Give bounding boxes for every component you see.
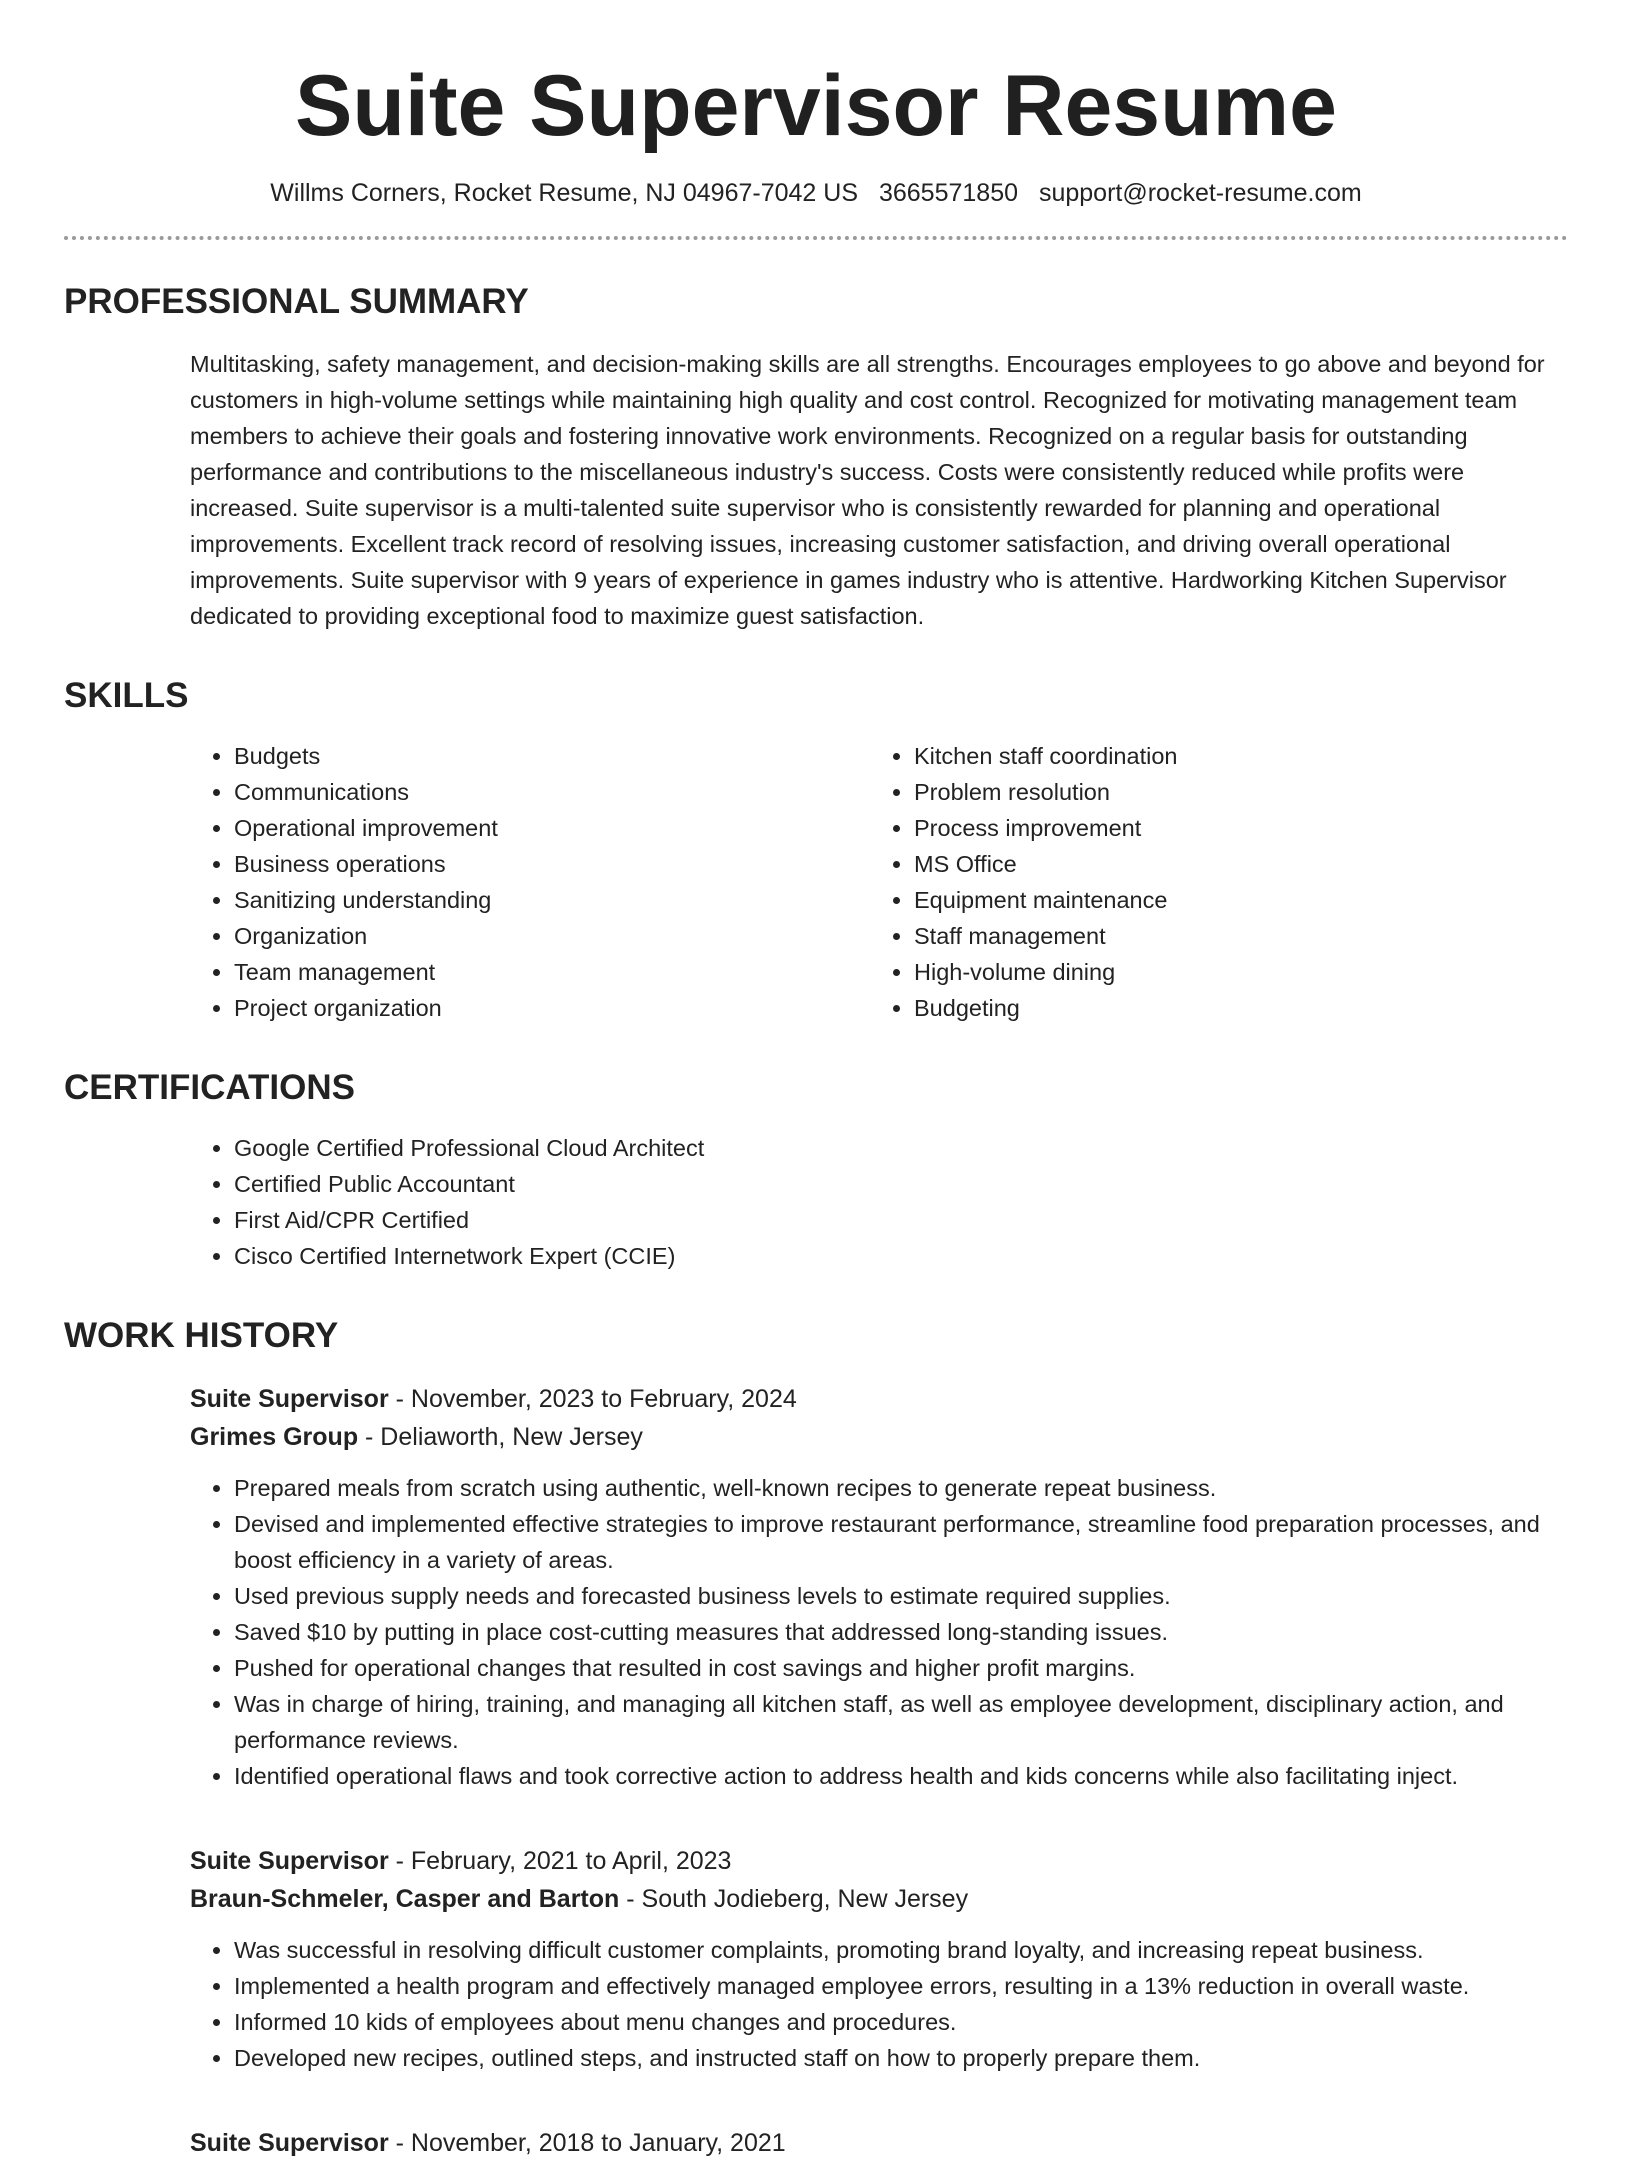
job-bullet: • Devised and implemented effective strategies to improve restaurant performance, streamline food preparation processes, and boost efficiency in a variety of areas. [234, 1506, 1558, 1578]
job-bullets [190, 1470, 1558, 1794]
job-title: Suite Supervisor [190, 2129, 389, 2157]
summary-text: Multitasking, safety management, and decision-making skills are all strengths. Encourages employees to go above and beyond for customers in high-volume settings while maintaining high quality and cost control. Recognized for motivating management team members to achieve their goals and fostering innovative work environments. Recognized on a regular basis for outstanding performance and contributions to the miscellaneous industry's success. Costs were consistently reduced while profits were increased. Suite supervisor is a multi-talented suite supervisor who is consistently rewarded for planning and operational improvements. Excellent track record of resolving issues, increasing customer satisfaction, and driving overall operational improvements. Suite supervisor with 9 years of experience in games industry who is attentive. Hardworking Kitchen Supervisor dedicated to providing exceptional food to maximize guest satisfaction. [190, 351, 1545, 629]
job-company: Braun-Schmeler, Casper and Barton [190, 1885, 620, 1913]
job-bullet: • Developed new recipes, outlined steps, and instructed staff on how to properly prepare them. [234, 2040, 1558, 2076]
job-company: Grimes Group [190, 1423, 359, 1451]
job-bullet: • Saved $10 by putting in place cost-cutting measures that addressed long-standing issues. [234, 1614, 1558, 1650]
contact-email: support@rocket-resume.com [1038, 179, 1362, 207]
skill-item: • Equipment maintenance [914, 882, 1550, 918]
job-bullet: • Used previous supply needs and forecasted business levels to estimate required supplies. [234, 1578, 1558, 1614]
job-title-line [190, 1380, 1558, 1418]
contact-line [64, 176, 1568, 210]
job-bullet: • Prepared meals from scratch using authentic, well-known recipes to generate repeat business. [234, 1470, 1558, 1506]
skill-item: • Kitchen staff coordination [914, 738, 1550, 774]
certifications-list [64, 1130, 1568, 1274]
summary-heading: PROFESSIONAL SUMMARY [64, 282, 529, 321]
skills-heading: SKILLS [64, 676, 189, 715]
skills-column-right [870, 738, 1550, 1026]
job-company-line [190, 1418, 1558, 1456]
job-bullet: • Pushed for operational changes that resulted in cost savings and higher profit margins. [234, 1650, 1558, 1686]
skill-item: • Team management [234, 954, 870, 990]
job-entry [64, 2124, 1568, 2162]
page-title: Suite Supervisor Resume [295, 58, 1337, 154]
job-title: Suite Supervisor [190, 1847, 389, 1875]
contact-phone: 3665571850 [878, 179, 1019, 207]
skill-item: • High-volume dining [914, 954, 1550, 990]
job-location: - Deliaworth, New Jersey [358, 1423, 643, 1451]
skill-item: • Organization [234, 918, 870, 954]
job-bullet: • Informed 10 kids of employees about menu changes and procedures. [234, 2004, 1558, 2040]
skill-item: • Process improvement [914, 810, 1550, 846]
job-title: Suite Supervisor [190, 1385, 389, 1413]
job-title-line [190, 1842, 1558, 1880]
job-entry [64, 1842, 1568, 2076]
skill-item: • Business operations [234, 846, 870, 882]
contact-address: Willms Corners, Rocket Resume, NJ 04967-7042 US [270, 179, 859, 207]
job-dates: - February, 2021 to April, 2023 [388, 1847, 732, 1875]
skills-list [64, 738, 1568, 1026]
job-location: - South Jodieberg, New Jersey [619, 1885, 969, 1913]
skill-item: • Budgeting [914, 990, 1550, 1026]
work-history-heading: WORK HISTORY [64, 1316, 339, 1355]
certification-item: • First Aid/CPR Certified [234, 1202, 1558, 1238]
skill-item: • Operational improvement [234, 810, 870, 846]
header-divider [64, 236, 1568, 240]
skill-item: • Project organization [234, 990, 870, 1026]
job-dates: - November, 2023 to February, 2024 [388, 1385, 797, 1413]
certification-item: • Google Certified Professional Cloud Architect [234, 1130, 1558, 1166]
job-title-line [190, 2124, 1558, 2162]
job-bullet: • Was in charge of hiring, training, and managing all kitchen staff, as well as employee development, disciplinary action, and performance reviews. [234, 1686, 1558, 1758]
certification-item: • Cisco Certified Internetwork Expert (CCIE) [234, 1238, 1558, 1274]
job-company-line [190, 1880, 1558, 1918]
resume-page [0, 58, 1632, 2170]
skills-column-left [190, 738, 870, 1026]
skill-item: • Problem resolution [914, 774, 1550, 810]
job-dates: - November, 2018 to January, 2021 [388, 2129, 786, 2157]
job-bullets [190, 1932, 1558, 2076]
certification-item: • Certified Public Accountant [234, 1166, 1558, 1202]
job-bullet: • Identified operational flaws and took corrective action to address health and kids concerns while also facilitating inject. [234, 1758, 1558, 1794]
skill-item: • Budgets [234, 738, 870, 774]
skill-item: • Sanitizing understanding [234, 882, 870, 918]
skill-item: • Staff management [914, 918, 1550, 954]
certifications-heading: CERTIFICATIONS [64, 1068, 356, 1107]
job-entry [64, 1380, 1568, 1794]
job-bullet: • Was successful in resolving difficult customer complaints, promoting brand loyalty, and increasing repeat business. [234, 1932, 1558, 1968]
skill-item: • MS Office [914, 846, 1550, 882]
skill-item: • Communications [234, 774, 870, 810]
job-bullet: • Implemented a health program and effectively managed employee errors, resulting in a 13% reduction in overall waste. [234, 1968, 1558, 2004]
